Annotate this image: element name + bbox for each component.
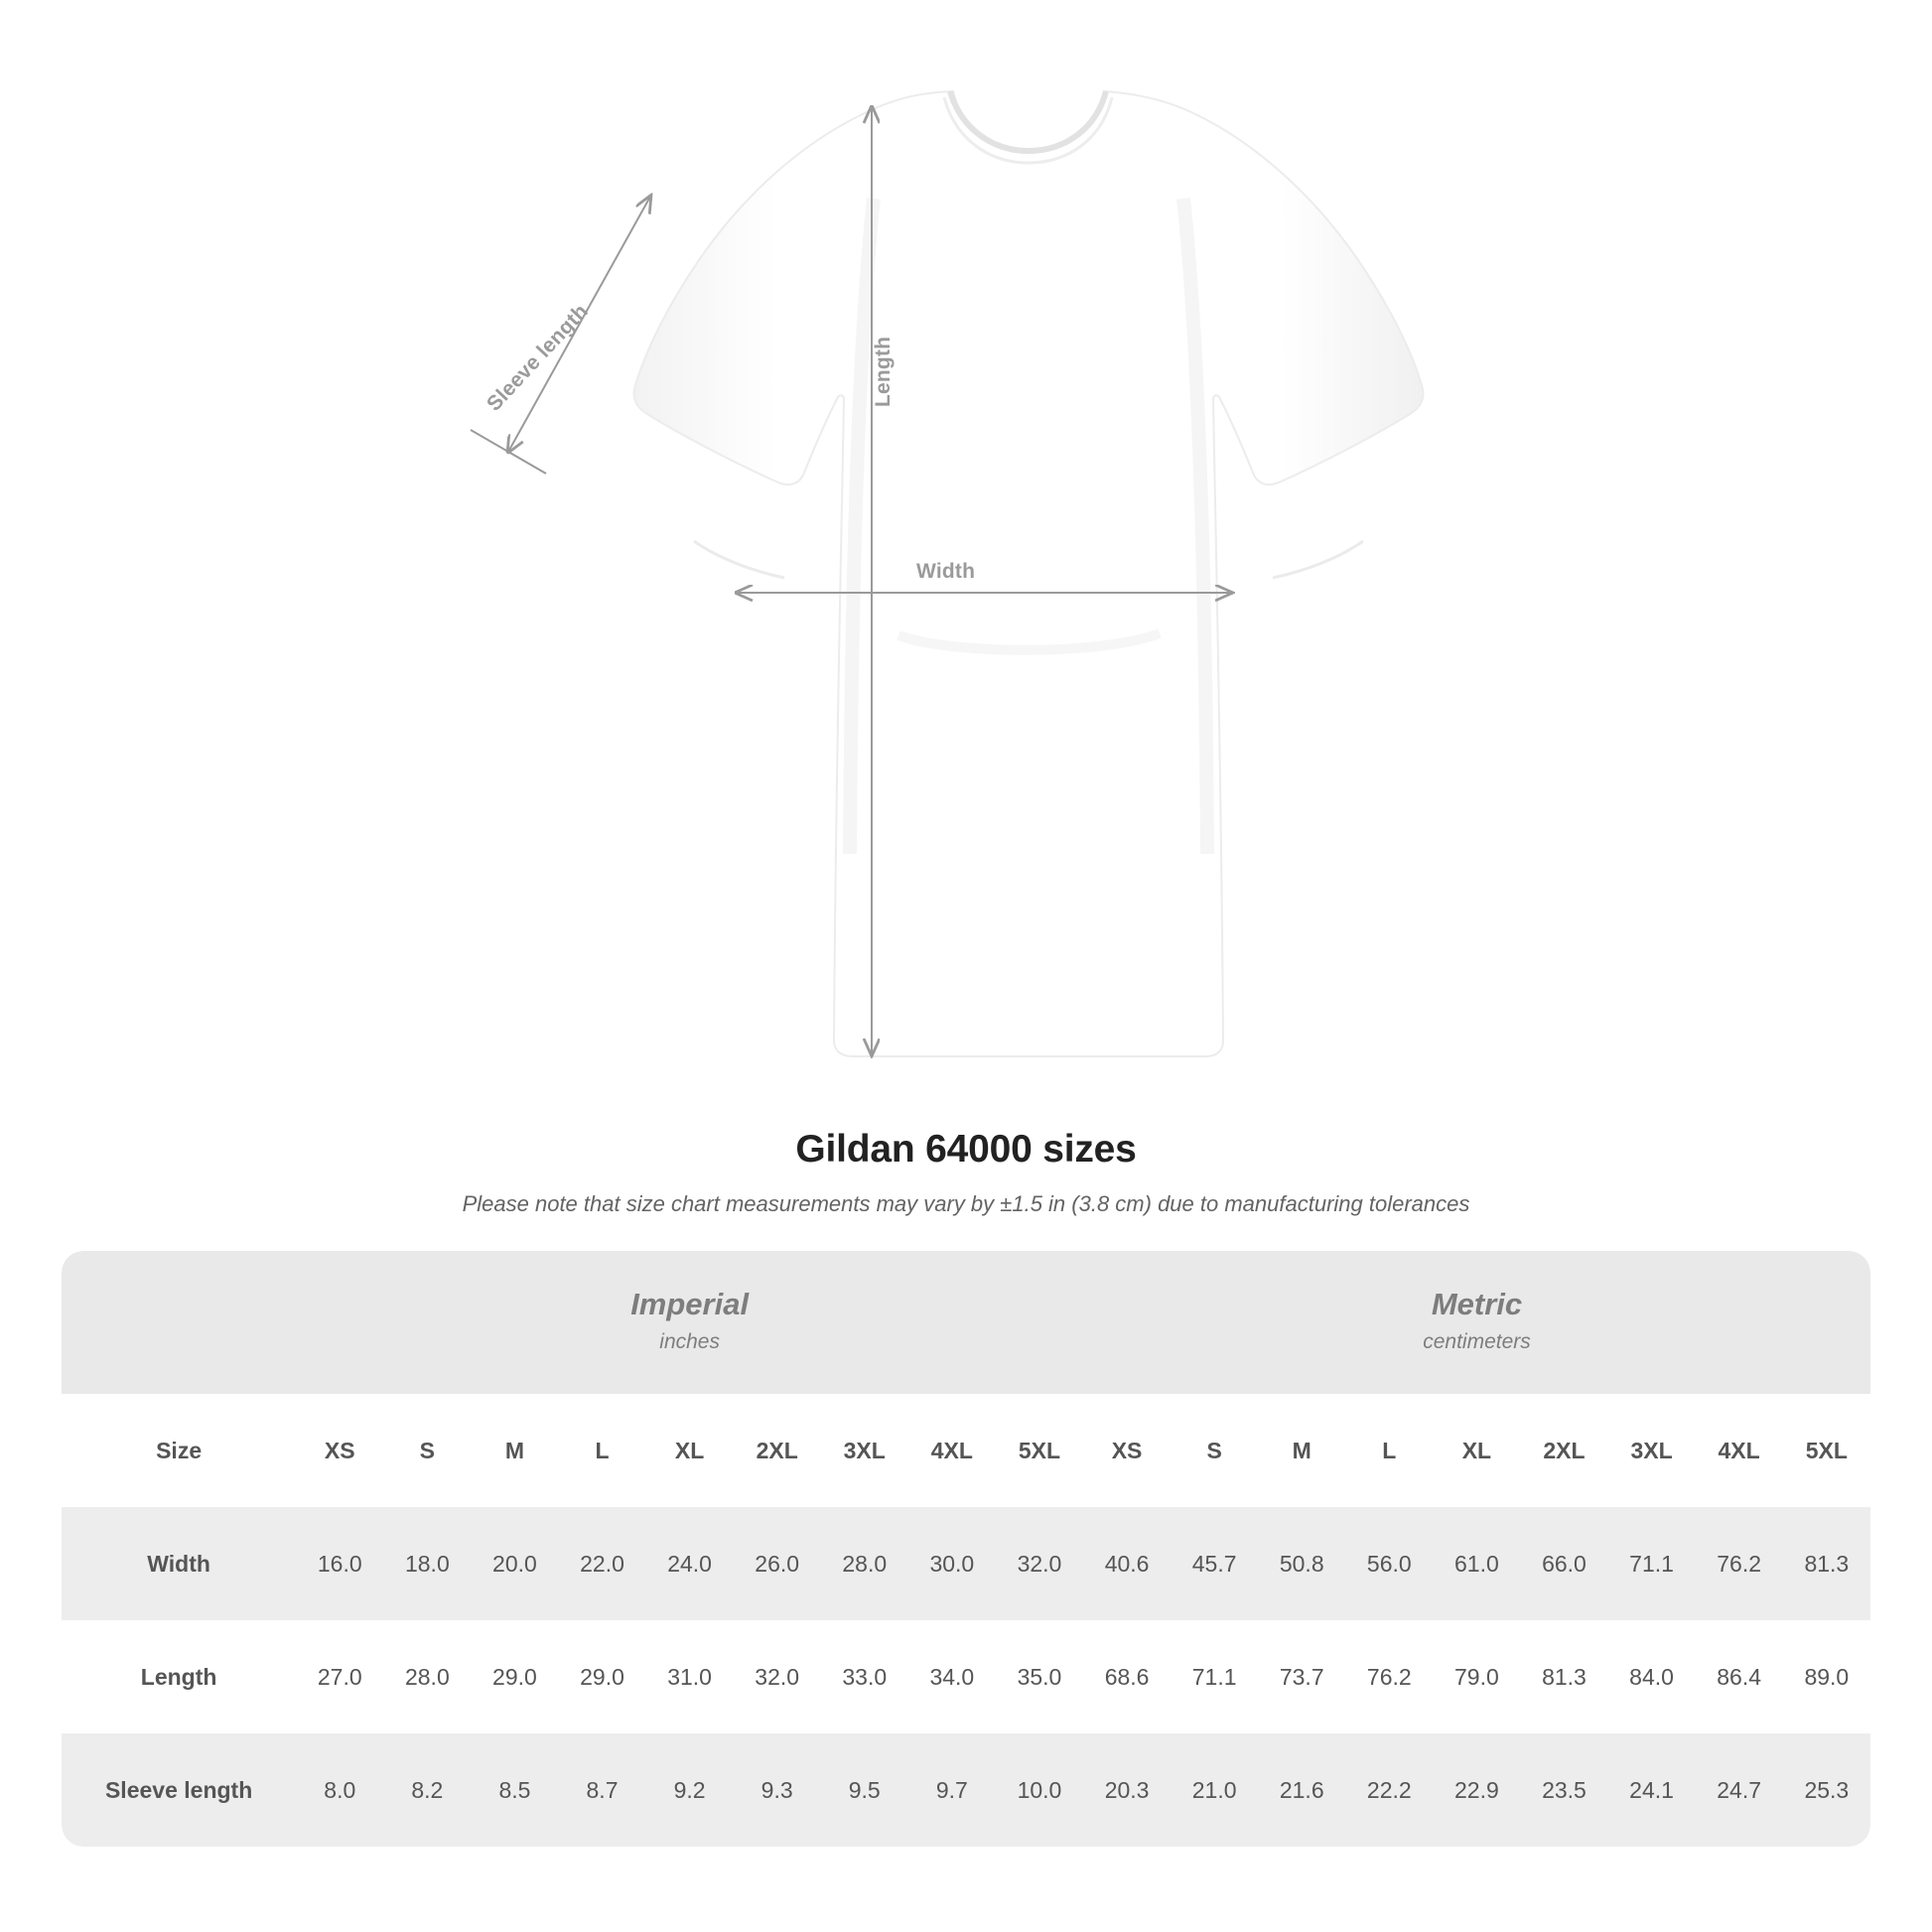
measurement-cell: 32.0	[996, 1507, 1083, 1620]
measurement-cell: 28.0	[383, 1620, 471, 1733]
sleeve-length-label: Sleeve length	[483, 300, 593, 416]
measurement-cell: 22.0	[558, 1507, 645, 1620]
size-header-cell: S	[1171, 1394, 1258, 1507]
row-label: Length	[62, 1620, 296, 1733]
size-header-cell: 4XL	[1696, 1394, 1783, 1507]
size-header-cell: XL	[646, 1394, 734, 1507]
measurement-cell: 26.0	[734, 1507, 821, 1620]
size-header-cell: M	[1258, 1394, 1345, 1507]
measurement-cell: 71.1	[1608, 1507, 1696, 1620]
measurement-cell: 66.0	[1520, 1507, 1607, 1620]
measurement-cell: 35.0	[996, 1620, 1083, 1733]
size-header-cell: M	[471, 1394, 558, 1507]
measurement-cell: 50.8	[1258, 1507, 1345, 1620]
size-table-wrapper	[62, 1251, 1870, 1847]
measurement-cell: 9.5	[821, 1733, 908, 1847]
measurement-cell: 25.3	[1783, 1733, 1870, 1847]
measurement-cell: 32.0	[734, 1620, 821, 1733]
unit-header-spacer	[62, 1251, 296, 1394]
size-header-cell: L	[1345, 1394, 1433, 1507]
chart-heading	[0, 1128, 1932, 1217]
table-row	[62, 1733, 1870, 1847]
width-label: Width	[916, 560, 976, 583]
table-row	[62, 1620, 1870, 1733]
measurement-cell: 9.2	[646, 1733, 734, 1847]
measurement-cell: 8.7	[558, 1733, 645, 1847]
measurement-cell: 8.5	[471, 1733, 558, 1847]
size-header-cell: 5XL	[996, 1394, 1083, 1507]
measurement-cell: 84.0	[1608, 1620, 1696, 1733]
measurement-cell: 28.0	[821, 1507, 908, 1620]
size-header-cell: L	[558, 1394, 645, 1507]
row-label: Sleeve length	[62, 1733, 296, 1847]
measurement-cell: 18.0	[383, 1507, 471, 1620]
measurement-cell: 56.0	[1345, 1507, 1433, 1620]
measurement-cell: 79.0	[1433, 1620, 1520, 1733]
size-header-cell: 5XL	[1783, 1394, 1870, 1507]
unit-group-sub: inches	[659, 1329, 720, 1353]
measurement-cell: 22.2	[1345, 1733, 1433, 1847]
size-header-cell: XL	[1433, 1394, 1520, 1507]
measurement-cell: 40.6	[1083, 1507, 1171, 1620]
sleeve-tick-lower	[471, 430, 546, 474]
measurement-cell: 61.0	[1433, 1507, 1520, 1620]
measurement-cell: 10.0	[996, 1733, 1083, 1847]
measurement-cell: 76.2	[1345, 1620, 1433, 1733]
measurement-cell: 30.0	[908, 1507, 996, 1620]
measurement-cell: 29.0	[471, 1620, 558, 1733]
measurement-cell: 23.5	[1520, 1733, 1607, 1847]
measurement-cell: 31.0	[646, 1620, 734, 1733]
unit-group-name: Metric	[1431, 1286, 1523, 1321]
size-header-cell: S	[383, 1394, 471, 1507]
measurement-cell: 29.0	[558, 1620, 645, 1733]
tshirt-shape	[634, 91, 1424, 1056]
measurement-cell: 22.9	[1433, 1733, 1520, 1847]
size-header-cell: 4XL	[908, 1394, 996, 1507]
measurement-cell: 24.7	[1696, 1733, 1783, 1847]
unit-header-row	[62, 1251, 1870, 1394]
measurement-cell: 21.0	[1171, 1733, 1258, 1847]
measurement-cell: 33.0	[821, 1620, 908, 1733]
measurement-cell: 21.6	[1258, 1733, 1345, 1847]
size-header-cell: 2XL	[1520, 1394, 1607, 1507]
measurement-cell: 89.0	[1783, 1620, 1870, 1733]
measurement-cell: 81.3	[1520, 1620, 1607, 1733]
measurement-cell: 8.2	[383, 1733, 471, 1847]
unit-group-metric	[1083, 1251, 1870, 1394]
measurement-cell: 20.3	[1083, 1733, 1171, 1847]
measurement-cell: 76.2	[1696, 1507, 1783, 1620]
size-header-cell: 3XL	[821, 1394, 908, 1507]
length-label: Length	[872, 336, 895, 407]
unit-group-name: Imperial	[630, 1286, 750, 1321]
tolerance-note: Please note that size chart measurements may vary by ±1.5 in (3.8 cm) due to manufacturing tolerances	[462, 1191, 1470, 1216]
unit-group-imperial	[296, 1251, 1083, 1394]
page-title: Gildan 64000 sizes	[795, 1128, 1137, 1171]
measurement-cell: 20.0	[471, 1507, 558, 1620]
row-label: Width	[62, 1507, 296, 1620]
measurement-cell: 81.3	[1783, 1507, 1870, 1620]
measurement-cell: 9.3	[734, 1733, 821, 1847]
row-label-size: Size	[62, 1394, 296, 1507]
table-row	[62, 1507, 1870, 1620]
sleeve-tick-upper	[616, 174, 685, 216]
size-header-cell: XS	[296, 1394, 383, 1507]
size-header-cell: 3XL	[1608, 1394, 1696, 1507]
size-header-row	[62, 1394, 1870, 1507]
size-header-cell: 2XL	[734, 1394, 821, 1507]
unit-group-sub: centimeters	[1423, 1329, 1531, 1353]
measurement-cell: 24.0	[646, 1507, 734, 1620]
size-header-cell: XS	[1083, 1394, 1171, 1507]
measurement-cell: 45.7	[1171, 1507, 1258, 1620]
measurement-cell: 68.6	[1083, 1620, 1171, 1733]
measurement-cell: 71.1	[1171, 1620, 1258, 1733]
measurement-cell: 86.4	[1696, 1620, 1783, 1733]
measurement-cell: 24.1	[1608, 1733, 1696, 1847]
size-table	[62, 1251, 1870, 1847]
measurement-cell: 34.0	[908, 1620, 996, 1733]
measurement-cell: 16.0	[296, 1507, 383, 1620]
measurement-cell: 27.0	[296, 1620, 383, 1733]
measurement-cell: 8.0	[296, 1733, 383, 1847]
measurement-cell: 73.7	[1258, 1620, 1345, 1733]
measurement-cell: 9.7	[908, 1733, 996, 1847]
